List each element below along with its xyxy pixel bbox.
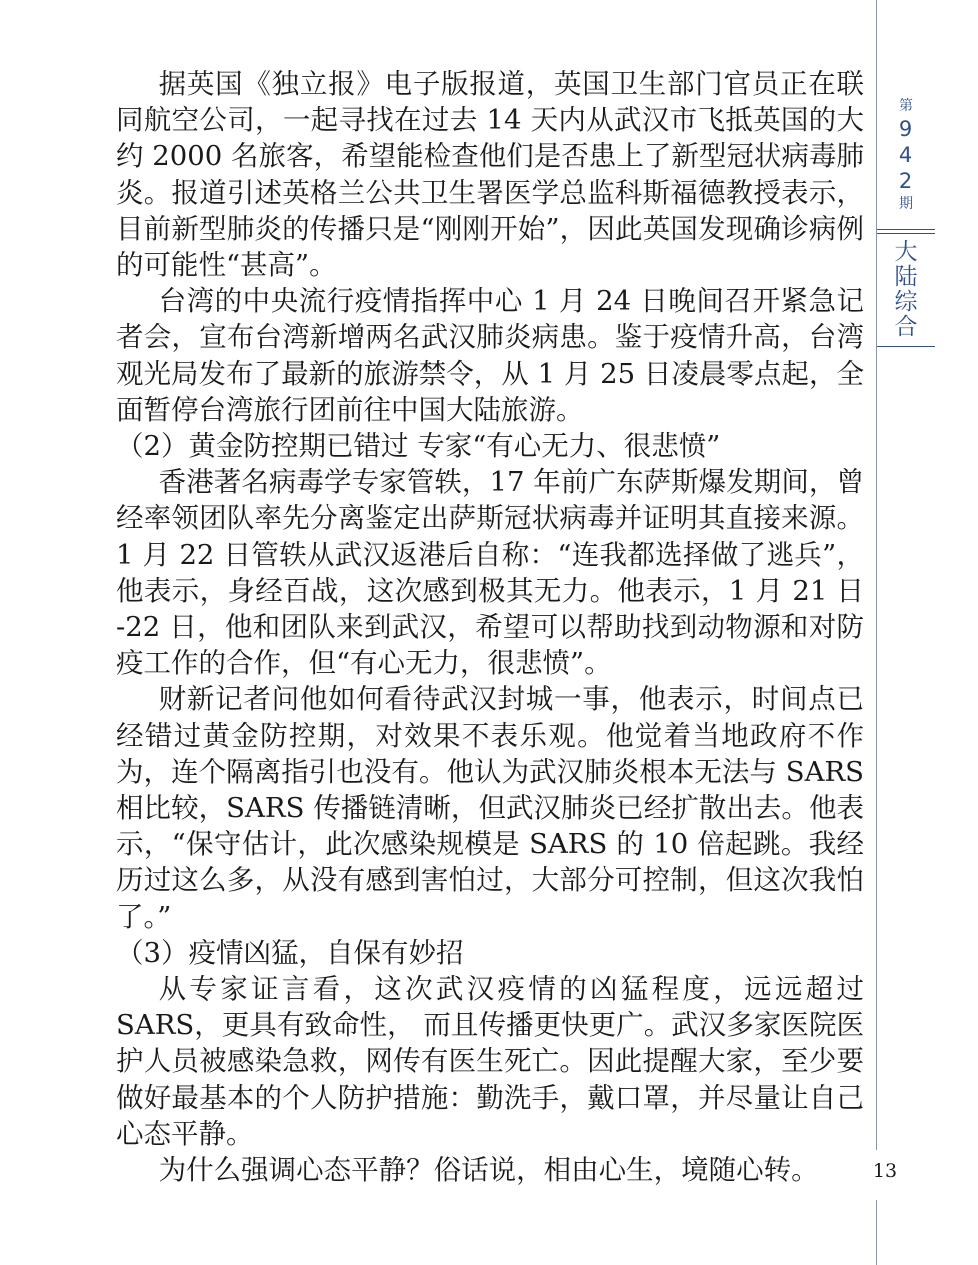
sidebar-rule-top <box>877 229 935 230</box>
subheading-golden-period: （2）黄金防控期已错过 专家“有心无力、很悲愤” <box>116 430 721 463</box>
paragraph-calm-mind: 为什么强调心态平静？俗话说，相由心生，境随心转。 <box>158 1154 819 1187</box>
section-char-3: 综 <box>894 289 918 315</box>
issue-number <box>877 96 935 214</box>
issue-digit-1: 9 <box>898 117 914 141</box>
issue-suffix: 期 <box>899 196 913 212</box>
paragraph-taiwan-ban: 台湾的中央流行疫情指挥中心 1 月 24 日晚间召开紧急记者会，宣布台湾新增两名武汉肺炎病患。鉴于疫情升高，台湾观光局发布了最新的旅游禁令，从 1 月 25 日凌晨零点起，全面暂停台湾旅行团前往中国大陆旅游。 <box>116 285 864 426</box>
paragraph-guan-yi: 香港著名病毒学专家管轶，17 年前广东萨斯爆发期间，曾经率领团队率先分离鉴定出萨斯冠状病毒并证明其直接来源。1 月 22 日管轶从武汉返港后自称：“连我都选择做了逃兵”，他表示，身经百战，这次感到极其无力。他表示，1 月 21 日 -22 日，他和团队来到武汉，希望可以帮助找到动物源和对防疫工作的合作，但“有心无力，很悲愤”。 <box>116 466 864 680</box>
paragraph-protection-measures: 从专家证言看，这次武汉疫情的凶猛程度，远远超过 SARS，更具有致命性， 而且传播更快更广。武汉多家医院医护人员被感染急救，网传有医生死亡。因此提醒大家，至少要做好最基本的个人防护措施：勤洗手，戴口罩，并尽量让自己心态平静。 <box>116 973 864 1150</box>
paragraph-uk-travelers: 据英国《独立报》电子版报道，英国卫生部门官员正在联同航空公司，一起寻找在过去 14 天内从武汉市飞抵英国的大约 2000 名旅客，希望能检查他们是否患上了新型冠状病毒肺炎。报道引述英格兰公共卫生署医学总监科斯福德教授表示，目前新型肺炎的传播只是“刚刚开始”，因此英国发现确诊病例的可能性“甚高”。 <box>116 68 864 282</box>
issue-digit-2: 4 <box>898 143 914 167</box>
subheading-self-protection: （3）疫情凶猛，自保有妙招 <box>116 936 464 969</box>
section-char-4: 合 <box>894 314 918 340</box>
section-char-2: 陆 <box>894 264 918 290</box>
sidebar-rule-bottom <box>877 346 935 347</box>
issue-prefix: 第 <box>899 98 913 114</box>
sidebar-rule-top-second <box>877 233 935 234</box>
issue-digit-3: 2 <box>898 169 914 193</box>
section-char-1: 大 <box>894 239 918 265</box>
section-label <box>877 240 935 340</box>
article-body <box>116 66 864 1188</box>
paragraph-caixin-interview: 财新记者问他如何看待武汉封城一事，他表示，时间点已经错过黄金防控期，对效果不表乐观。他觉着当地政府不作为，连个隔离指引也没有。他认为武汉肺炎根本无法与 SARS 相比较，SARS 传播链清晰，但武汉肺炎已经扩散出去。他表示，“保守估计，此次感染规模是 SARS 的 10 倍起跳。我经历过这么多，从没有感到害怕过，大部分可控制，但这次我怕了。” <box>116 683 864 933</box>
page-number: 13 <box>872 1160 898 1182</box>
